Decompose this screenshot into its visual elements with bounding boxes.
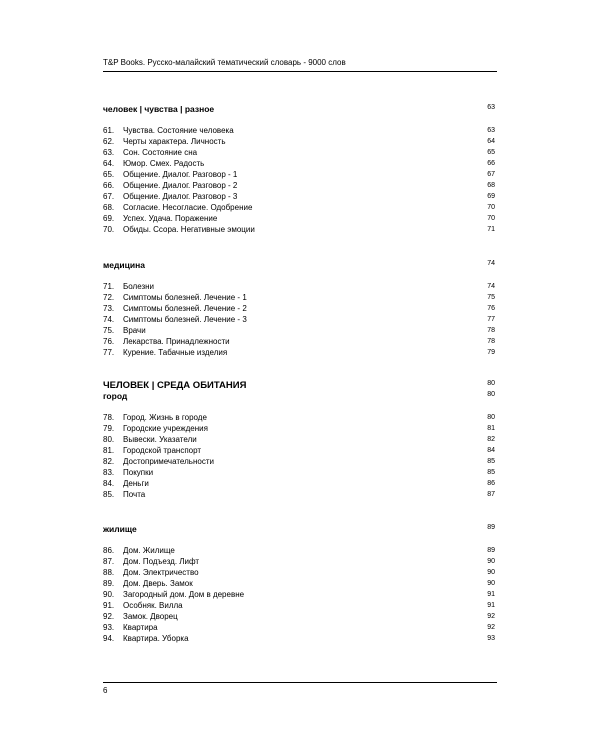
toc-entry-title: Симптомы болезней. Лечение - 3 xyxy=(123,315,247,324)
toc-entry[interactable] xyxy=(103,434,495,445)
toc-entry-number: 94. xyxy=(103,634,115,643)
toc-entry[interactable] xyxy=(103,456,495,467)
toc-entry-page: 69 xyxy=(487,193,495,200)
toc-entry-title: Общение. Диалог. Разговор - 2 xyxy=(123,181,238,190)
toc-entry-page: 64 xyxy=(487,138,495,145)
toc-entry-page: 76 xyxy=(487,305,495,312)
toc-entry-number: 90. xyxy=(103,590,115,599)
section-heading-title: человек | чувства | разное xyxy=(103,104,215,114)
toc-entry-number: 62. xyxy=(103,137,115,146)
toc-list xyxy=(103,281,495,358)
toc-entry-title: Лекарства. Принадлежности xyxy=(123,337,230,346)
toc-entry-page: 70 xyxy=(487,215,495,222)
toc-entry-title: Болезни xyxy=(123,282,155,291)
toc-entry-title: Вывески. Указатели xyxy=(123,435,197,444)
toc-entry-number: 85. xyxy=(103,490,115,499)
toc-entry-title: Успех. Удача. Поражение xyxy=(123,214,218,223)
toc-entry-page: 68 xyxy=(487,182,495,189)
toc-entry[interactable] xyxy=(103,158,495,169)
toc-entry[interactable] xyxy=(103,589,495,600)
toc-list xyxy=(103,545,495,644)
toc-entry-number: 72. xyxy=(103,293,115,302)
toc-entry-number: 68. xyxy=(103,203,115,212)
toc-entry-page: 91 xyxy=(487,591,495,598)
toc-entry-title: Городские учреждения xyxy=(123,424,208,433)
toc-entry-title: Чувства. Состояние человека xyxy=(123,126,234,135)
toc-entry-title: Симптомы болезней. Лечение - 2 xyxy=(123,304,247,313)
toc-entry-title: Обиды. Ссора. Негативные эмоции xyxy=(123,225,255,234)
toc-entry[interactable] xyxy=(103,169,495,180)
toc-entry[interactable] xyxy=(103,325,495,336)
toc-entry-title: Общение. Диалог. Разговор - 1 xyxy=(123,170,238,179)
toc-entry-number: 63. xyxy=(103,148,115,157)
toc-entry-number: 84. xyxy=(103,479,115,488)
toc-entry-page: 87 xyxy=(487,491,495,498)
toc-entry-title: Замок. Дворец xyxy=(123,612,178,621)
section-heading-title: город xyxy=(103,391,128,401)
section-heading-title: жилище xyxy=(103,524,137,534)
toc-entry[interactable] xyxy=(103,633,495,644)
toc-entry-number: 91. xyxy=(103,601,115,610)
toc-entry[interactable] xyxy=(103,347,495,358)
section-heading-page: 74 xyxy=(487,260,495,267)
toc-entry-title: Дом. Дверь. Замок xyxy=(123,579,193,588)
toc-entry[interactable] xyxy=(103,467,495,478)
section-heading[interactable] xyxy=(103,524,495,535)
toc-entry-title: Курение. Табачные изделия xyxy=(123,348,228,357)
toc-entry-title: Общение. Диалог. Разговор - 3 xyxy=(123,192,238,201)
toc-entry-number: 61. xyxy=(103,126,115,135)
section-heading[interactable] xyxy=(103,260,495,271)
toc-entry-page: 81 xyxy=(487,425,495,432)
toc-entry-number: 65. xyxy=(103,170,115,179)
toc-entry-number: 89. xyxy=(103,579,115,588)
toc-entry-number: 83. xyxy=(103,468,115,477)
toc-entry[interactable] xyxy=(103,281,495,292)
toc-entry-page: 84 xyxy=(487,447,495,454)
toc-entry-number: 93. xyxy=(103,623,115,632)
toc-entry-title: Симптомы болезней. Лечение - 1 xyxy=(123,293,247,302)
toc-entry[interactable] xyxy=(103,314,495,325)
toc-entry-number: 78. xyxy=(103,413,115,422)
toc-entry-number: 67. xyxy=(103,192,115,201)
toc-entry-title: Достопримечательности xyxy=(123,457,214,466)
running-header: T&P Books. Русско-малайский тематический словарь - 9000 слов xyxy=(103,58,346,67)
toc-entry[interactable] xyxy=(103,578,495,589)
section-heading-page: 89 xyxy=(487,524,495,531)
toc-entry-number: 70. xyxy=(103,225,115,234)
toc-entry-page: 92 xyxy=(487,613,495,620)
toc-entry[interactable] xyxy=(103,445,495,456)
toc-entry[interactable] xyxy=(103,622,495,633)
part-heading[interactable] xyxy=(103,380,495,391)
toc-entry-number: 64. xyxy=(103,159,115,168)
toc-entry-page: 80 xyxy=(487,414,495,421)
toc-section xyxy=(103,260,495,358)
toc-list xyxy=(103,125,495,235)
toc-entry-title: Загородный дом. Дом в деревне xyxy=(123,590,245,599)
toc-entry[interactable] xyxy=(103,213,495,224)
toc-entry-title: Дом. Подъезд. Лифт xyxy=(123,557,200,566)
toc-entry[interactable] xyxy=(103,545,495,556)
toc-entry-page: 90 xyxy=(487,580,495,587)
toc-entry-number: 86. xyxy=(103,546,115,555)
toc-entry-title: Врачи xyxy=(123,326,146,335)
toc-entry-page: 66 xyxy=(487,160,495,167)
toc-entry-title: Квартира. Уборка xyxy=(123,634,189,643)
page-number: 6 xyxy=(103,686,108,695)
toc-entry-page: 67 xyxy=(487,171,495,178)
toc-entry-number: 73. xyxy=(103,304,115,313)
toc-entry-title: Покупки xyxy=(123,468,154,477)
toc-entry-number: 71. xyxy=(103,282,115,291)
toc-entry-page: 65 xyxy=(487,149,495,156)
toc-entry-number: 80. xyxy=(103,435,115,444)
toc-entry-number: 76. xyxy=(103,337,115,346)
toc-entry-page: 78 xyxy=(487,338,495,345)
toc-entry-number: 74. xyxy=(103,315,115,324)
toc-entry-page: 85 xyxy=(487,469,495,476)
toc-entry-title: Квартира xyxy=(123,623,158,632)
toc-entry-title: Черты характера. Личность xyxy=(123,137,226,146)
toc-entry[interactable] xyxy=(103,224,495,235)
toc-list xyxy=(103,412,495,500)
toc-entry-title: Дом. Жилище xyxy=(123,546,175,555)
toc-entry[interactable] xyxy=(103,423,495,434)
toc-entry-title: Почта xyxy=(123,490,146,499)
toc-section xyxy=(103,524,495,644)
header-rule xyxy=(103,71,497,72)
section-heading-title: медицина xyxy=(103,260,145,270)
toc-entry[interactable] xyxy=(103,303,495,314)
toc-entry[interactable] xyxy=(103,412,495,423)
footer-rule xyxy=(103,682,497,683)
toc-entry-page: 90 xyxy=(487,569,495,576)
toc-entry[interactable] xyxy=(103,147,495,158)
toc-entry-number: 82. xyxy=(103,457,115,466)
toc-entry-title: Город. Жизнь в городе xyxy=(123,413,207,422)
toc-entry-page: 70 xyxy=(487,204,495,211)
toc-entry-page: 93 xyxy=(487,635,495,642)
toc-entry-title: Сон. Состояние сна xyxy=(123,148,198,157)
toc-entry-number: 81. xyxy=(103,446,115,455)
toc-section xyxy=(103,104,495,235)
toc-entry-page: 86 xyxy=(487,480,495,487)
toc-entry-number: 88. xyxy=(103,568,115,577)
toc-entry[interactable] xyxy=(103,478,495,489)
toc-entry-page: 63 xyxy=(487,127,495,134)
toc-entry-page: 77 xyxy=(487,316,495,323)
part-heading-title: ЧЕЛОВЕК | СРЕДА ОБИТАНИЯ xyxy=(103,380,247,391)
toc-entry-page: 85 xyxy=(487,458,495,465)
toc-entry[interactable] xyxy=(103,191,495,202)
toc-entry-page: 92 xyxy=(487,624,495,631)
toc-entry-number: 77. xyxy=(103,348,115,357)
toc-entry[interactable] xyxy=(103,611,495,622)
toc-entry-title: Городской транспорт xyxy=(123,446,202,455)
toc-entry-page: 75 xyxy=(487,294,495,301)
toc-entry[interactable] xyxy=(103,125,495,136)
toc-entry-number: 87. xyxy=(103,557,115,566)
section-heading[interactable] xyxy=(103,391,495,402)
toc-entry-title: Согласие. Несогласие. Одобрение xyxy=(123,203,253,212)
toc-entry[interactable] xyxy=(103,336,495,347)
toc-entry[interactable] xyxy=(103,202,495,213)
toc-entry-page: 82 xyxy=(487,436,495,443)
toc-entry-number: 75. xyxy=(103,326,115,335)
toc-entry-page: 90 xyxy=(487,558,495,565)
toc-entry[interactable] xyxy=(103,556,495,567)
toc-entry-number: 92. xyxy=(103,612,115,621)
toc-entry[interactable] xyxy=(103,489,495,500)
toc-entry[interactable] xyxy=(103,567,495,578)
toc-entry[interactable] xyxy=(103,180,495,191)
toc-entry-page: 74 xyxy=(487,283,495,290)
part-heading-page: 80 xyxy=(487,380,495,387)
toc-entry[interactable] xyxy=(103,292,495,303)
toc-entry-title: Деньги xyxy=(123,479,149,488)
toc-entry-number: 66. xyxy=(103,181,115,190)
toc-entry-number: 79. xyxy=(103,424,115,433)
toc-section xyxy=(103,380,495,500)
toc-entry[interactable] xyxy=(103,600,495,611)
section-heading-page: 63 xyxy=(487,104,495,111)
toc-entry-title: Особняк. Вилла xyxy=(123,601,183,610)
toc-entry-page: 79 xyxy=(487,349,495,356)
toc-entry-page: 78 xyxy=(487,327,495,334)
section-heading-page: 80 xyxy=(487,391,495,398)
toc-entry-title: Дом. Электричество xyxy=(123,568,199,577)
toc-entry-number: 69. xyxy=(103,214,115,223)
toc-entry-page: 91 xyxy=(487,602,495,609)
section-heading[interactable] xyxy=(103,104,495,115)
toc-entry-page: 71 xyxy=(487,226,495,233)
toc-entry-title: Юмор. Смех. Радость xyxy=(123,159,205,168)
toc-entry[interactable] xyxy=(103,136,495,147)
toc-entry-page: 89 xyxy=(487,547,495,554)
